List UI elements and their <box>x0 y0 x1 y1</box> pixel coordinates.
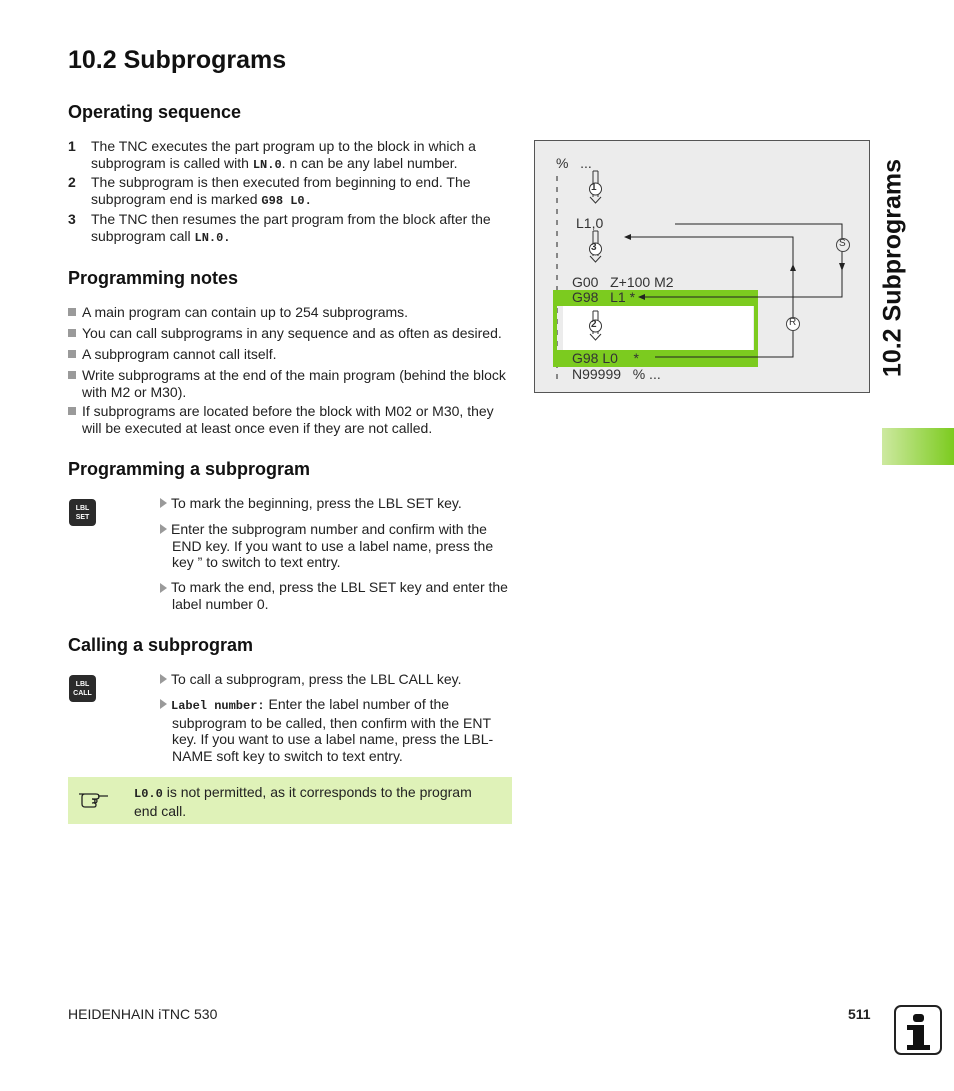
note-item: If subprograms are located before the block with M02 or M30, they will be executed at least once even if they are not called. <box>82 403 494 436</box>
lbl-call-key-icon: LBL CALL <box>69 675 96 702</box>
step-arrow-icon <box>160 699 167 709</box>
instruction-step: To call a subprogram, press the LBL CALL key. <box>171 671 462 687</box>
step-2: 2 The subprogram is then executed from beginning to end. The subprogram end is marked G98 L0. <box>68 174 471 208</box>
note-item: A subprogram cannot call itself. <box>82 346 277 362</box>
diagram-line: L1,0 <box>576 215 604 231</box>
bullet-icon <box>68 329 76 337</box>
step-marker: 1 <box>591 182 597 193</box>
pointing-hand-icon <box>78 788 110 810</box>
page-number: 511 <box>848 1006 871 1022</box>
side-chapter-title: 10.2 Subprograms <box>878 158 907 378</box>
info-icon <box>894 1005 942 1055</box>
step-arrow-icon <box>160 674 167 684</box>
diagram-line: N99999 % ... <box>572 366 661 382</box>
diagram-line: G00 Z+100 M2 <box>572 274 674 290</box>
note-item: Write subprograms at the end of the main program (behind the block with M2 or M30). <box>82 367 506 400</box>
side-marker-r: R <box>789 317 797 328</box>
heading-programming-notes: Programming notes <box>68 268 239 288</box>
note-item: You can call subprograms in any sequence and as often as desired. <box>82 325 502 341</box>
step-arrow-icon <box>160 498 167 508</box>
bullet-icon <box>68 371 76 379</box>
instruction-step: To mark the end, press the LBL SET key and enter the label number 0. <box>171 579 508 612</box>
chapter-tab <box>882 428 954 465</box>
bullet-icon <box>68 407 76 415</box>
bullet-icon <box>68 308 76 316</box>
heading-programming-subprogram: Programming a subprogram <box>68 459 311 479</box>
note-text: L0.0 is not permitted, as it corresponds to the program end call. <box>134 784 472 819</box>
bullet-icon <box>68 350 76 358</box>
subprogram-flow-diagram <box>534 140 870 393</box>
step-arrow-icon <box>160 583 167 593</box>
note-box <box>68 777 512 824</box>
heading-calling-subprogram: Calling a subprogram <box>68 635 254 655</box>
note-item: A main program can contain up to 254 subprograms. <box>82 304 409 320</box>
step-marker: 2 <box>591 319 597 330</box>
diagram-line: % ... <box>556 155 592 171</box>
instruction-step: To mark the beginning, press the LBL SET key. <box>171 495 462 511</box>
step-1: 1 The TNC executes the part program up to the block in which a subprogram is called with LN.0. n can be any label number. <box>68 138 476 172</box>
footer-left: HEIDENHAIN iTNC 530 <box>68 1006 218 1022</box>
diagram-line: G98 L0 * <box>572 350 639 366</box>
step-arrow-icon <box>160 524 167 534</box>
lbl-set-key-icon: LBL SET <box>69 499 96 526</box>
instruction-step: Label number: Enter the label number of the subprogram to be called, then confirm with the ENT key. If you want to use a label name, press the LBL- NAME soft key to switch to text entry. <box>171 696 494 764</box>
side-marker-s: S <box>839 238 846 249</box>
diagram-line: G98 L1 * <box>572 289 636 305</box>
instruction-step: Enter the subprogram number and confirm with the END key. If you want to use a label name, press the key ” to switch to text entry. <box>171 521 494 570</box>
step-3: 3 The TNC then resumes the part program from the block after the subprogram call LN.0. <box>68 211 491 245</box>
heading-operating-sequence: Operating sequence <box>68 102 242 122</box>
page-title: 10.2 Subprograms <box>68 46 287 74</box>
step-marker: 3 <box>591 242 597 253</box>
